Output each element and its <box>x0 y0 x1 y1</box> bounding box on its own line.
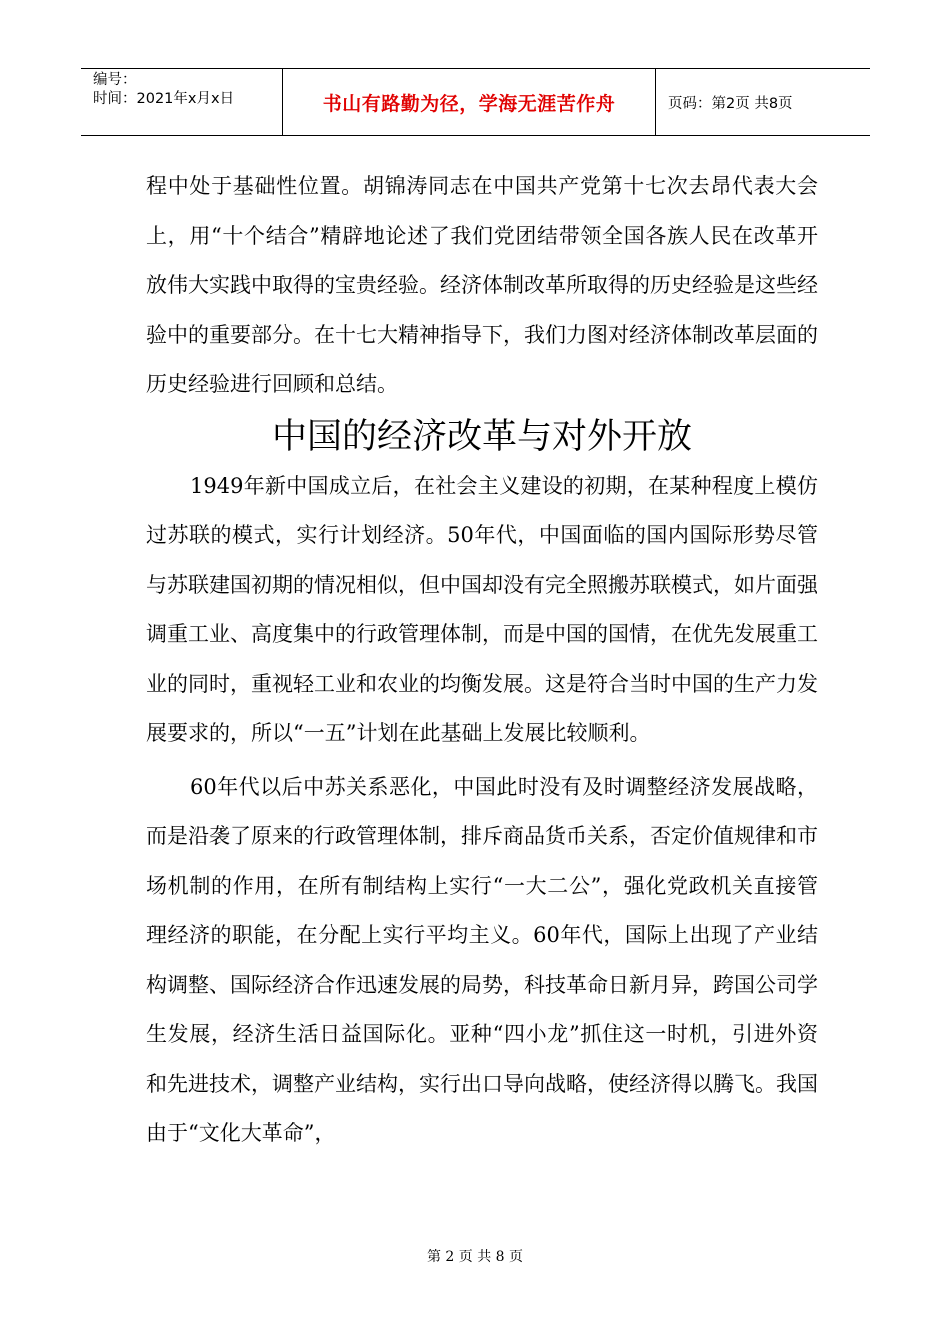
paragraph-1: 1949年新中国成立后，在社会主义建设的初期，在某种程度上模仿过苏联的模式，实行计划经济。50年代，中国面临的国内国际形势尽管与苏联建国初期的情况相似，但中国却没有完全照搬苏联模式，如片面强调重工业、高度集中的行政管理体制，而是中国的国情，在优先发展重工业的同时，重视轻工业和农业的均衡发展。这是符合当时中国的生产力发展要求的，所以“一五”计划在此基础上发展比较顺利。 <box>146 473 818 745</box>
header-meta <box>81 69 283 135</box>
intro-paragraph: 程中处于基础性位置。胡锦涛同志在中国共产党第十七次去昂代表大会上，用“十个结合”精辟地论述了我们党团结带领全国各族人民在改革开放伟大实践中取得的宝贵经验。经济体制改革所取得的历史经验是这些经验中的重要部分。在十七大精神指导下，我们力图对经济体制改革层面的历史经验进行回顾和总结。 <box>146 174 818 396</box>
header-motto: 书山有路勤为径，学海无涯苦作舟 <box>283 69 656 135</box>
section-heading: 中国的经济改革与对外开放 <box>271 416 692 457</box>
page-footer: 第 2 页 共 8 页 <box>426 1249 524 1265</box>
document-number-label: 编号： <box>93 72 137 88</box>
document-time-label: 时间：2021年x月x日 <box>93 91 235 107</box>
document-body <box>146 162 818 1159</box>
page-header <box>81 68 870 136</box>
paragraph-2: 60年代以后中苏关系恶化，中国此时没有及时调整经济发展战略，而是沿袭了原来的行政管理体制，排斥商品货币关系，否定价值规律和市场机制的作用，在所有制结构上实行“一大二公”，强化党政机关直接管理经济的职能，在分配上实行平均主义。60年代，国际上出现了产业结构调整、国际经济合作迅速发展的局势，科技革命日新月异，跨国公司学生发展，经济生活日益国际化。亚种“四小龙”抓住这一时机，引进外资和先进技术，调整产业结构，实行出口导向战略，使经济得以腾飞。我国由于“文化大革命”， <box>146 774 818 1145</box>
header-page-info: 页码：第2页 共8页 <box>668 95 793 112</box>
